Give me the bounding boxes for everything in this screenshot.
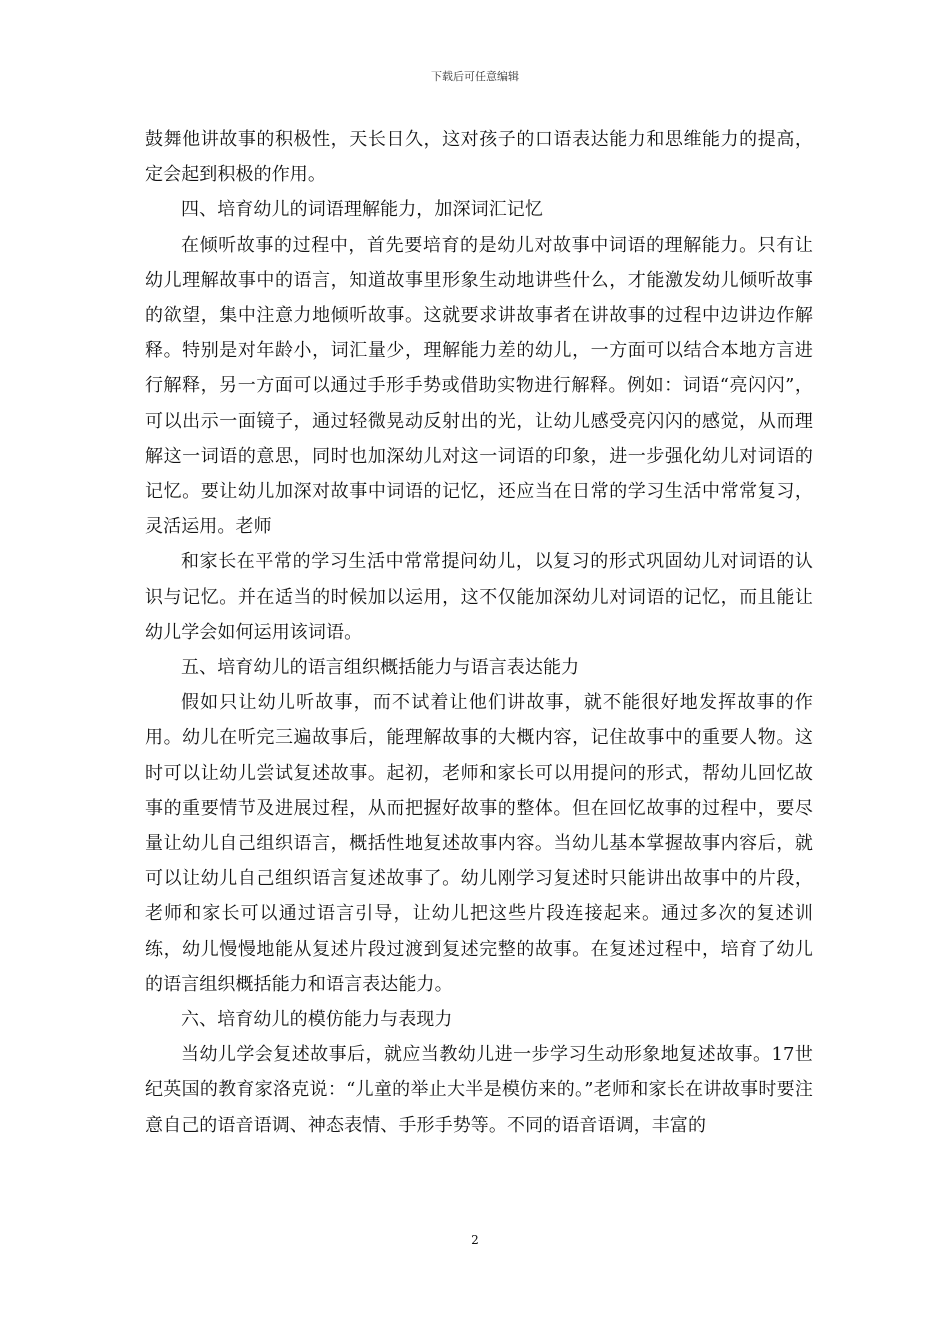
paragraph-continuation: 鼓舞他讲故事的积极性，天长日久，这对孩子的口语表达能力和思维能力的提高，定会起到积极的作用。	[145, 129, 813, 186]
section-heading-4: 四、培育幼儿的词语理解能力，加深词汇记忆	[181, 199, 543, 221]
paragraph-retelling: 假如只让幼儿听故事，而不试着让他们讲故事，就不能很好地发挥故事的作用。幼儿在听完三遍故事后，能理解故事的大概内容，记住故事中的重要人物。这时可以让幼儿尝试复述故事。起初，老师和家长可以用提问的形式，帮幼儿回忆故事的重要情节及进展过程，从而把握好故事的整体。但在回忆故事的过程中，要尽量让幼儿自己组织语言，概括性地复述故事内容。当幼儿基本掌握故事内容后，就可以让幼儿自己组织语言复述故事了。幼儿刚学习复述时只能讲出故事中的片段，老师和家长可以通过语言引导，让幼儿把这些片段连接起来。通过多次的复述训练，幼儿慢慢地能从复述片段过渡到复述完整的故事。在复述过程中，培育了幼儿的语言组织概括能力和语言表达能力。	[145, 692, 813, 995]
section-heading-5: 五、培育幼儿的语言组织概括能力与语言表达能力	[181, 657, 580, 679]
page-number: 2	[471, 1233, 479, 1247]
paragraph-vocabulary: 在倾听故事的过程中，首先要培育的是幼儿对故事中词语的理解能力。只有让幼儿理解故事中的语言，知道故事里形象生动地讲些什么，才能激发幼儿倾听故事的欲望，集中注意力地倾听故事。这就要求讲故事者在讲故事的过程中边讲边作解释。特别是对年龄小，词汇量少，理解能力差的幼儿，一方面可以结合本地方言进行解释，另一方面可以通过手形手势或借助实物进行解释。例如：词语“亮闪闪”，可以出示一面镜子，通过轻微晃动反射出的光，让幼儿感受亮闪闪的感觉，从而理解这一词语的意思，同时也加深幼儿对这一词语的印象，进一步强化幼儿对词语的记忆。要让幼儿加深对故事中词语的记忆，还应当在日常的学习生活中常常复习，灵活运用。老师	[145, 234, 813, 538]
paragraph-imitation: 当幼儿学会复述故事后，就应当教幼儿进一步学习生动形象地复述故事。17世纪英国的教育家洛克说：“儿童的举止大半是模仿来的。”老师和家长在讲故事时要注意自己的语音语调、神态表情、手形手势等。不同的语音语调，丰富的	[145, 1044, 813, 1136]
document-body	[145, 122, 813, 1143]
section-heading-6: 六、培育幼儿的模仿能力与表现力	[181, 1009, 453, 1031]
page-header: 下载后可任意编辑	[431, 70, 519, 83]
paragraph-vocabulary-cont: 和家长在平常的学习生活中常常提问幼儿，以复习的形式巩固幼儿对词语的认识与记忆。并在适当的时候加以运用，这不仅能加深幼儿对词语的记忆，而且能让幼儿学会如何运用该词语。	[145, 551, 813, 643]
